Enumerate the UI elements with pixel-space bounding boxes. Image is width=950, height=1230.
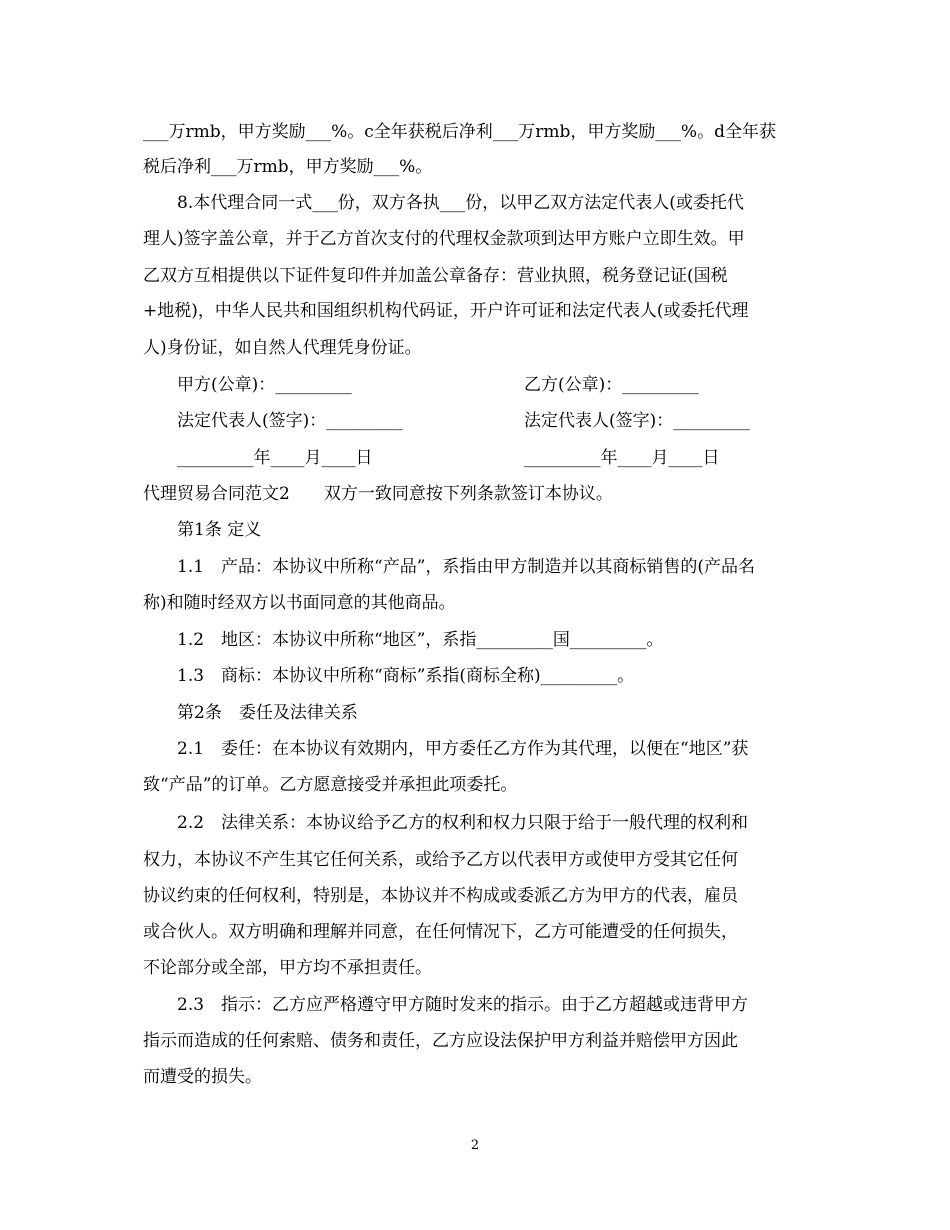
party-b-rep: 法定代表人(签字)：_________	[524, 411, 750, 431]
text-line-23: 指示而造成的任何索赔、债务和责任，乙方应设法保护甲方利益并赔偿甲方因此	[143, 1031, 738, 1051]
text-line-19: 协议约束的任何权利，特别是，本协议并不构成或委派乙方为甲方的代表，雇员	[143, 886, 738, 906]
text-line-13: 1.3 商标：本协议中所称“商标”系指(商标全称)_________。	[177, 666, 635, 686]
text-line-4: 理人)签字盖公章，并于乙方首次支付的代理权金款项到达甲方账户立即生效。甲	[143, 229, 745, 249]
text-line-18: 权力，本协议不产生其它任何关系，或给予乙方以代表甲方或使甲方受其它任何	[143, 850, 738, 870]
article-1-heading: 第1条 定义	[177, 520, 262, 540]
party-a-rep: 法定代表人(签字)：_________	[177, 411, 403, 431]
text-line-10: 1.1 产品：本协议中所称“产品”，系指由甲方制造并以其商标销售的(产品名	[177, 557, 756, 577]
text-line-1: ___万rmb，甲方奖励___%。c全年获税后净利___万rmb，甲方奖励___%。d全年获	[143, 122, 776, 142]
party-b-date: _________年____月____日	[524, 448, 720, 468]
text-line-22: 2.3 指示：乙方应严格遵守甲方随时发来的指示。由于乙方超越或违背甲方	[177, 995, 749, 1015]
text-line-3: 8.本代理合同一式___份，双方各执___份，以甲乙双方法定代表人(或委托代	[177, 193, 744, 213]
text-line-2: 税后净利___万rmb，甲方奖励___%。	[143, 157, 433, 177]
text-line-17: 2.2 法律关系：本协议给予乙方的权利和权力只限于给于一般代理的权利和	[177, 813, 749, 833]
text-line-12: 1.2 地区：本协议中所称“地区”，系指_________国_________。	[177, 630, 664, 650]
party-a-date: _________年____月____日	[177, 448, 373, 468]
text-line-24: 而遭受的损失。	[143, 1067, 262, 1087]
party-b-seal: 乙方(公章)：_________	[524, 375, 699, 395]
section-heading: 代理贸易合同范文2 双方一致同意按下列条款签订本协议。	[143, 484, 613, 504]
page-number: 2	[470, 1138, 480, 1153]
text-line-20: 或合伙人。双方明确和理解并同意，在任何情况下，乙方可能遭受的任何损失，	[143, 922, 738, 942]
text-line-11: 称)和随时经双方以书面同意的其他商品。	[143, 593, 456, 613]
article-2-heading: 第2条 委任及法律关系	[177, 703, 358, 723]
text-line-7: 人)身份证，如自然人代理凭身份证。	[143, 338, 422, 358]
text-line-16: 致“产品”的订单。乙方愿意接受并承担此项委托。	[143, 775, 518, 795]
text-line-21: 不论部分或全部，甲方均不承担责任。	[143, 958, 432, 978]
text-line-5: 乙双方互相提供以下证件复印件并加盖公章备存：营业执照，税务登记证(国税	[143, 266, 728, 286]
party-a-seal: 甲方(公章)：_________	[177, 375, 352, 395]
text-line-6: +地税)，中华人民共和国组织机构代码证，开户许可证和法定代表人(或委托代理	[143, 301, 749, 321]
text-line-15: 2.1 委任：在本协议有效期内，甲方委任乙方作为其代理，以便在“地区”获	[177, 739, 749, 759]
